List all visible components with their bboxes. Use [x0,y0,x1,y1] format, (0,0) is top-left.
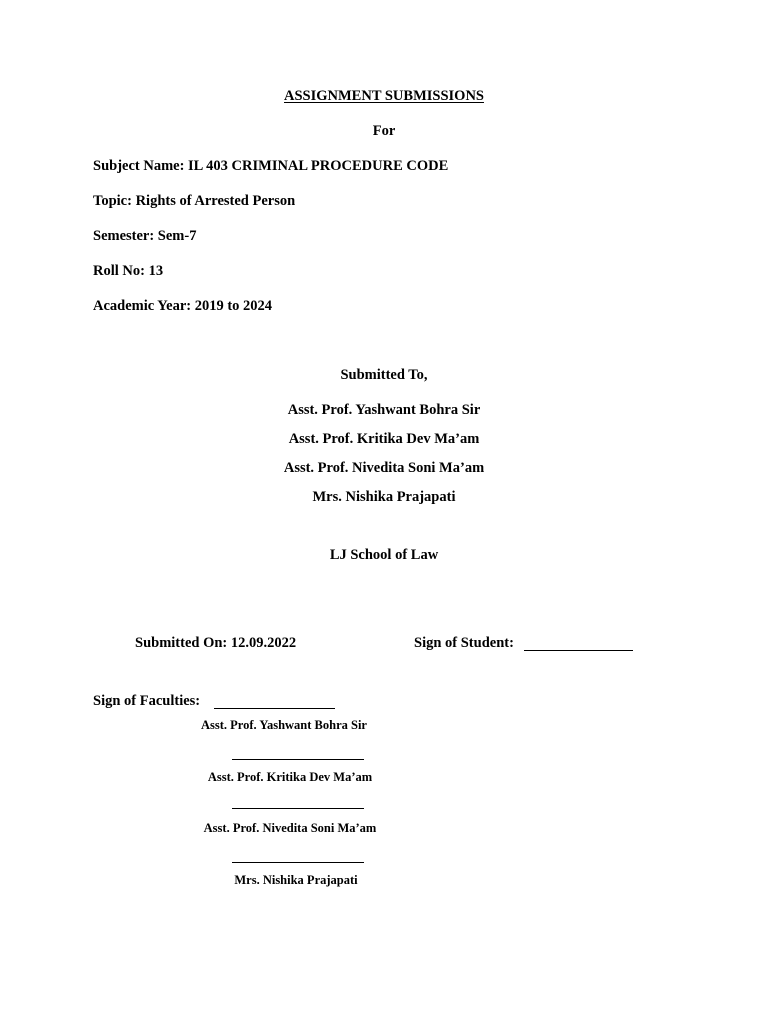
for-label: For [372,123,396,139]
student-signature-line [524,650,633,651]
faculty-name: Asst. Prof. Kritika Dev Ma’am [288,431,480,447]
faculty-signature-name: Asst. Prof. Yashwant Bohra Sir [201,718,367,732]
faculty-signature-line [232,759,364,760]
subject-name: Subject Name: IL 403 CRIMINAL PROCEDURE CODE [93,158,449,174]
faculty-name: Asst. Prof. Yashwant Bohra Sir [287,402,481,418]
faculty-signature-line [214,708,335,709]
faculty-signature-name: Mrs. Nishika Prajapati [234,873,358,887]
faculty-signature-line [232,808,364,809]
academic-year: Academic Year: 2019 to 2024 [93,298,273,314]
institution-name: LJ School of Law [329,547,439,563]
faculty-signature-name: Asst. Prof. Kritika Dev Ma’am [207,770,373,784]
faculty-name: Asst. Prof. Nivedita Soni Ma’am [283,460,485,476]
semester: Semester: Sem-7 [93,228,197,244]
submitted-on: Submitted On: 12.09.2022 [135,635,297,651]
sign-of-student-label: Sign of Student: [414,635,514,651]
faculty-name: Mrs. Nishika Prajapati [312,489,456,505]
submitted-to-heading: Submitted To, [340,367,428,383]
document-title: ASSIGNMENT SUBMISSIONS [284,88,484,104]
faculty-signature-line [232,862,364,863]
topic: Topic: Rights of Arrested Person [93,193,296,209]
sign-of-faculties-label: Sign of Faculties: [93,693,201,709]
faculty-signature-name: Asst. Prof. Nivedita Soni Ma’am [203,821,377,835]
roll-number: Roll No: 13 [93,263,164,279]
